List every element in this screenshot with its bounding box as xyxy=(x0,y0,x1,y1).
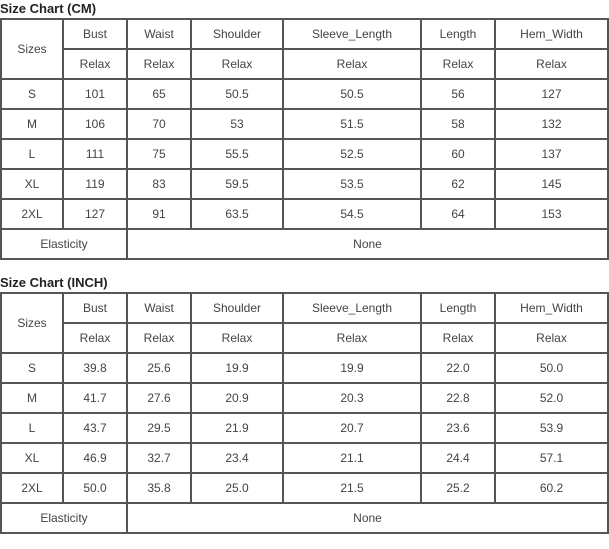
value-cell: 50.5 xyxy=(191,79,283,109)
size-cell: 2XL xyxy=(1,199,63,229)
size-chart-inch-table xyxy=(0,292,609,534)
fit-subheader: Relax xyxy=(283,323,421,353)
value-cell: 20.9 xyxy=(191,383,283,413)
value-cell: 19.9 xyxy=(283,353,421,383)
size-chart-cm-table xyxy=(0,18,609,260)
value-cell: 46.9 xyxy=(63,443,127,473)
value-cell: 22.8 xyxy=(421,383,495,413)
fit-subheader: Relax xyxy=(127,323,191,353)
column-header: Waist xyxy=(127,19,191,49)
value-cell: 20.7 xyxy=(283,413,421,443)
value-cell: 53.9 xyxy=(495,413,608,443)
value-cell: 119 xyxy=(63,169,127,199)
size-chart-inch-title: Size Chart (INCH) xyxy=(0,275,108,290)
value-cell: 52.0 xyxy=(495,383,608,413)
table-row xyxy=(1,473,608,503)
table-row xyxy=(1,413,608,443)
subheader-row xyxy=(1,323,608,353)
value-cell: 127 xyxy=(495,79,608,109)
value-cell: 70 xyxy=(127,109,191,139)
sizes-header: Sizes xyxy=(1,293,63,353)
elasticity-value: None xyxy=(127,503,608,533)
value-cell: 60.2 xyxy=(495,473,608,503)
elasticity-value: None xyxy=(127,229,608,259)
column-header: Bust xyxy=(63,19,127,49)
value-cell: 101 xyxy=(63,79,127,109)
value-cell: 35.8 xyxy=(127,473,191,503)
value-cell: 20.3 xyxy=(283,383,421,413)
value-cell: 54.5 xyxy=(283,199,421,229)
sizes-header: Sizes xyxy=(1,19,63,79)
value-cell: 50.5 xyxy=(283,79,421,109)
size-cell: XL xyxy=(1,443,63,473)
value-cell: 91 xyxy=(127,199,191,229)
value-cell: 23.4 xyxy=(191,443,283,473)
fit-subheader: Relax xyxy=(495,323,608,353)
size-cell: L xyxy=(1,139,63,169)
value-cell: 19.9 xyxy=(191,353,283,383)
value-cell: 25.2 xyxy=(421,473,495,503)
value-cell: 50.0 xyxy=(495,353,608,383)
column-header: Length xyxy=(421,19,495,49)
value-cell: 137 xyxy=(495,139,608,169)
header-row xyxy=(1,19,608,49)
value-cell: 106 xyxy=(63,109,127,139)
value-cell: 111 xyxy=(63,139,127,169)
value-cell: 41.7 xyxy=(63,383,127,413)
table-row xyxy=(1,199,608,229)
column-header: Hem_Width xyxy=(495,293,608,323)
fit-subheader: Relax xyxy=(495,49,608,79)
value-cell: 63.5 xyxy=(191,199,283,229)
table-row xyxy=(1,443,608,473)
value-cell: 23.6 xyxy=(421,413,495,443)
elasticity-label: Elasticity xyxy=(1,503,127,533)
size-cell: 2XL xyxy=(1,473,63,503)
value-cell: 43.7 xyxy=(63,413,127,443)
column-header: Length xyxy=(421,293,495,323)
size-cell: M xyxy=(1,383,63,413)
value-cell: 65 xyxy=(127,79,191,109)
value-cell: 25.6 xyxy=(127,353,191,383)
column-header: Hem_Width xyxy=(495,19,608,49)
column-header: Shoulder xyxy=(191,293,283,323)
value-cell: 83 xyxy=(127,169,191,199)
value-cell: 59.5 xyxy=(191,169,283,199)
value-cell: 52.5 xyxy=(283,139,421,169)
size-cell: M xyxy=(1,109,63,139)
subheader-row xyxy=(1,49,608,79)
value-cell: 25.0 xyxy=(191,473,283,503)
size-chart-cm-title: Size Chart (CM) xyxy=(0,1,97,16)
value-cell: 64 xyxy=(421,199,495,229)
table-row xyxy=(1,139,608,169)
value-cell: 55.5 xyxy=(191,139,283,169)
value-cell: 75 xyxy=(127,139,191,169)
column-header: Bust xyxy=(63,293,127,323)
value-cell: 153 xyxy=(495,199,608,229)
value-cell: 22.0 xyxy=(421,353,495,383)
column-header: Shoulder xyxy=(191,19,283,49)
fit-subheader: Relax xyxy=(63,49,127,79)
value-cell: 21.9 xyxy=(191,413,283,443)
header-row xyxy=(1,293,608,323)
value-cell: 24.4 xyxy=(421,443,495,473)
column-header: Sleeve_Length xyxy=(283,19,421,49)
table-row xyxy=(1,169,608,199)
value-cell: 56 xyxy=(421,79,495,109)
fit-subheader: Relax xyxy=(191,49,283,79)
fit-subheader: Relax xyxy=(63,323,127,353)
value-cell: 62 xyxy=(421,169,495,199)
fit-subheader: Relax xyxy=(191,323,283,353)
size-cell: S xyxy=(1,79,63,109)
fit-subheader: Relax xyxy=(283,49,421,79)
table-row xyxy=(1,79,608,109)
table-row xyxy=(1,383,608,413)
column-header: Sleeve_Length xyxy=(283,293,421,323)
size-cell: XL xyxy=(1,169,63,199)
elasticity-row xyxy=(1,229,608,259)
value-cell: 145 xyxy=(495,169,608,199)
table-row xyxy=(1,109,608,139)
value-cell: 21.1 xyxy=(283,443,421,473)
value-cell: 53 xyxy=(191,109,283,139)
table-row xyxy=(1,353,608,383)
value-cell: 51.5 xyxy=(283,109,421,139)
elasticity-row xyxy=(1,503,608,533)
elasticity-label: Elasticity xyxy=(1,229,127,259)
value-cell: 39.8 xyxy=(63,353,127,383)
value-cell: 50.0 xyxy=(63,473,127,503)
fit-subheader: Relax xyxy=(421,49,495,79)
value-cell: 29.5 xyxy=(127,413,191,443)
size-cell: S xyxy=(1,353,63,383)
column-header: Waist xyxy=(127,293,191,323)
size-cell: L xyxy=(1,413,63,443)
fit-subheader: Relax xyxy=(421,323,495,353)
value-cell: 58 xyxy=(421,109,495,139)
value-cell: 32.7 xyxy=(127,443,191,473)
fit-subheader: Relax xyxy=(127,49,191,79)
value-cell: 60 xyxy=(421,139,495,169)
value-cell: 53.5 xyxy=(283,169,421,199)
value-cell: 132 xyxy=(495,109,608,139)
value-cell: 21.5 xyxy=(283,473,421,503)
value-cell: 57.1 xyxy=(495,443,608,473)
value-cell: 27.6 xyxy=(127,383,191,413)
value-cell: 127 xyxy=(63,199,127,229)
